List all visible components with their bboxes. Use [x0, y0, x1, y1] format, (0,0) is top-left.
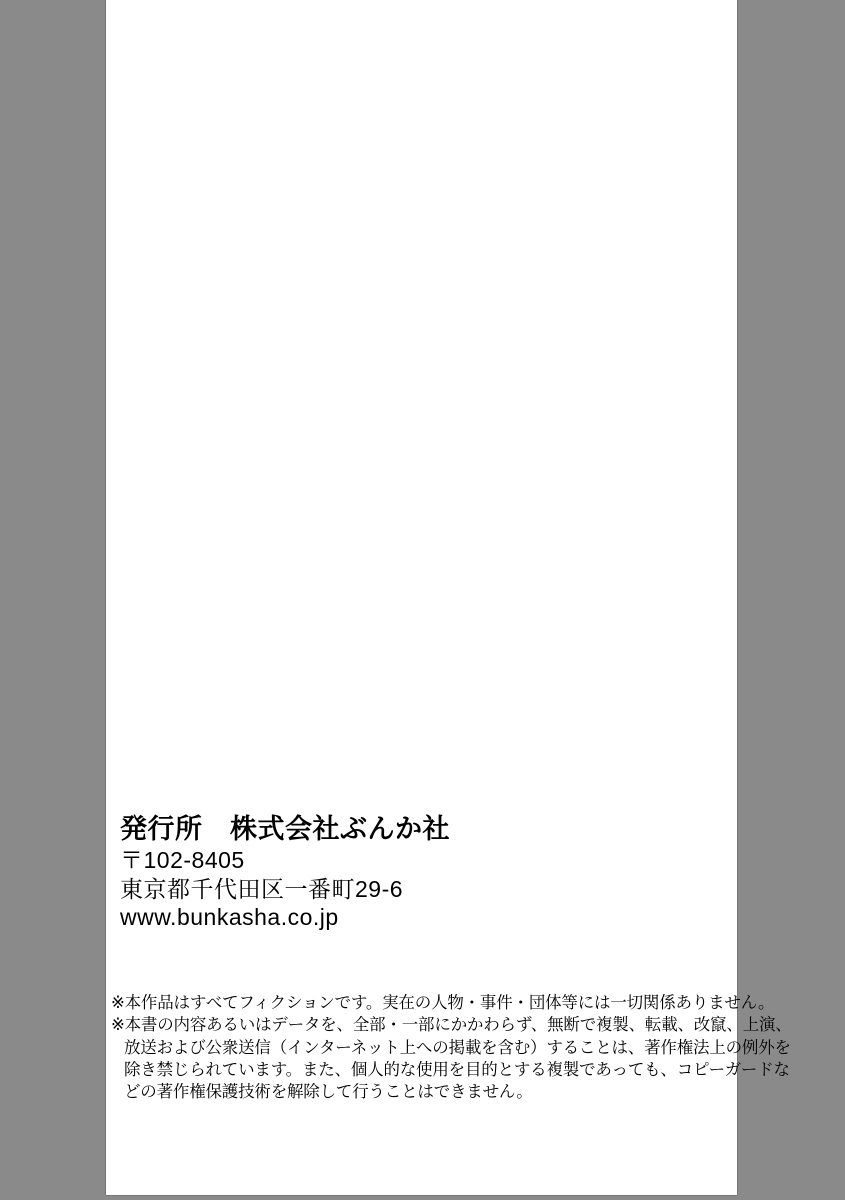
publisher-postal-code: 〒102-8405 [120, 847, 245, 873]
book-page [106, 0, 792, 1195]
disclaimer-line: ※本書の内容あるいはデータを、全部・一部にかかわらず、無断で複製、転載、改竄、上演、 [111, 1016, 792, 1035]
publisher-website: www.bunkasha.co.jp [120, 904, 339, 930]
disclaimer-line: ※本作品はすべてフィクションです。実在の人物・事件・団体等には一切関係ありません。 [111, 994, 775, 1012]
publisher-block [120, 812, 450, 932]
publisher-address: 東京都千代田区一番町29-6 [120, 875, 404, 902]
disclaimer-line: 除き禁じられています。また、個人的な使用を目的とする複製であっても、コピーガードな [124, 1060, 790, 1079]
copyright-disclaimer [111, 992, 792, 1103]
disclaimer-line: 放送および公衆送信（インターネット上への掲載を含む）することは、著作権法上の例外を [124, 1038, 791, 1057]
disclaimer-line: どの著作権保護技術を解除して行うことはできません。 [124, 1083, 533, 1102]
publisher-name: 発行所 株式会社ぶんか社 [120, 814, 450, 844]
